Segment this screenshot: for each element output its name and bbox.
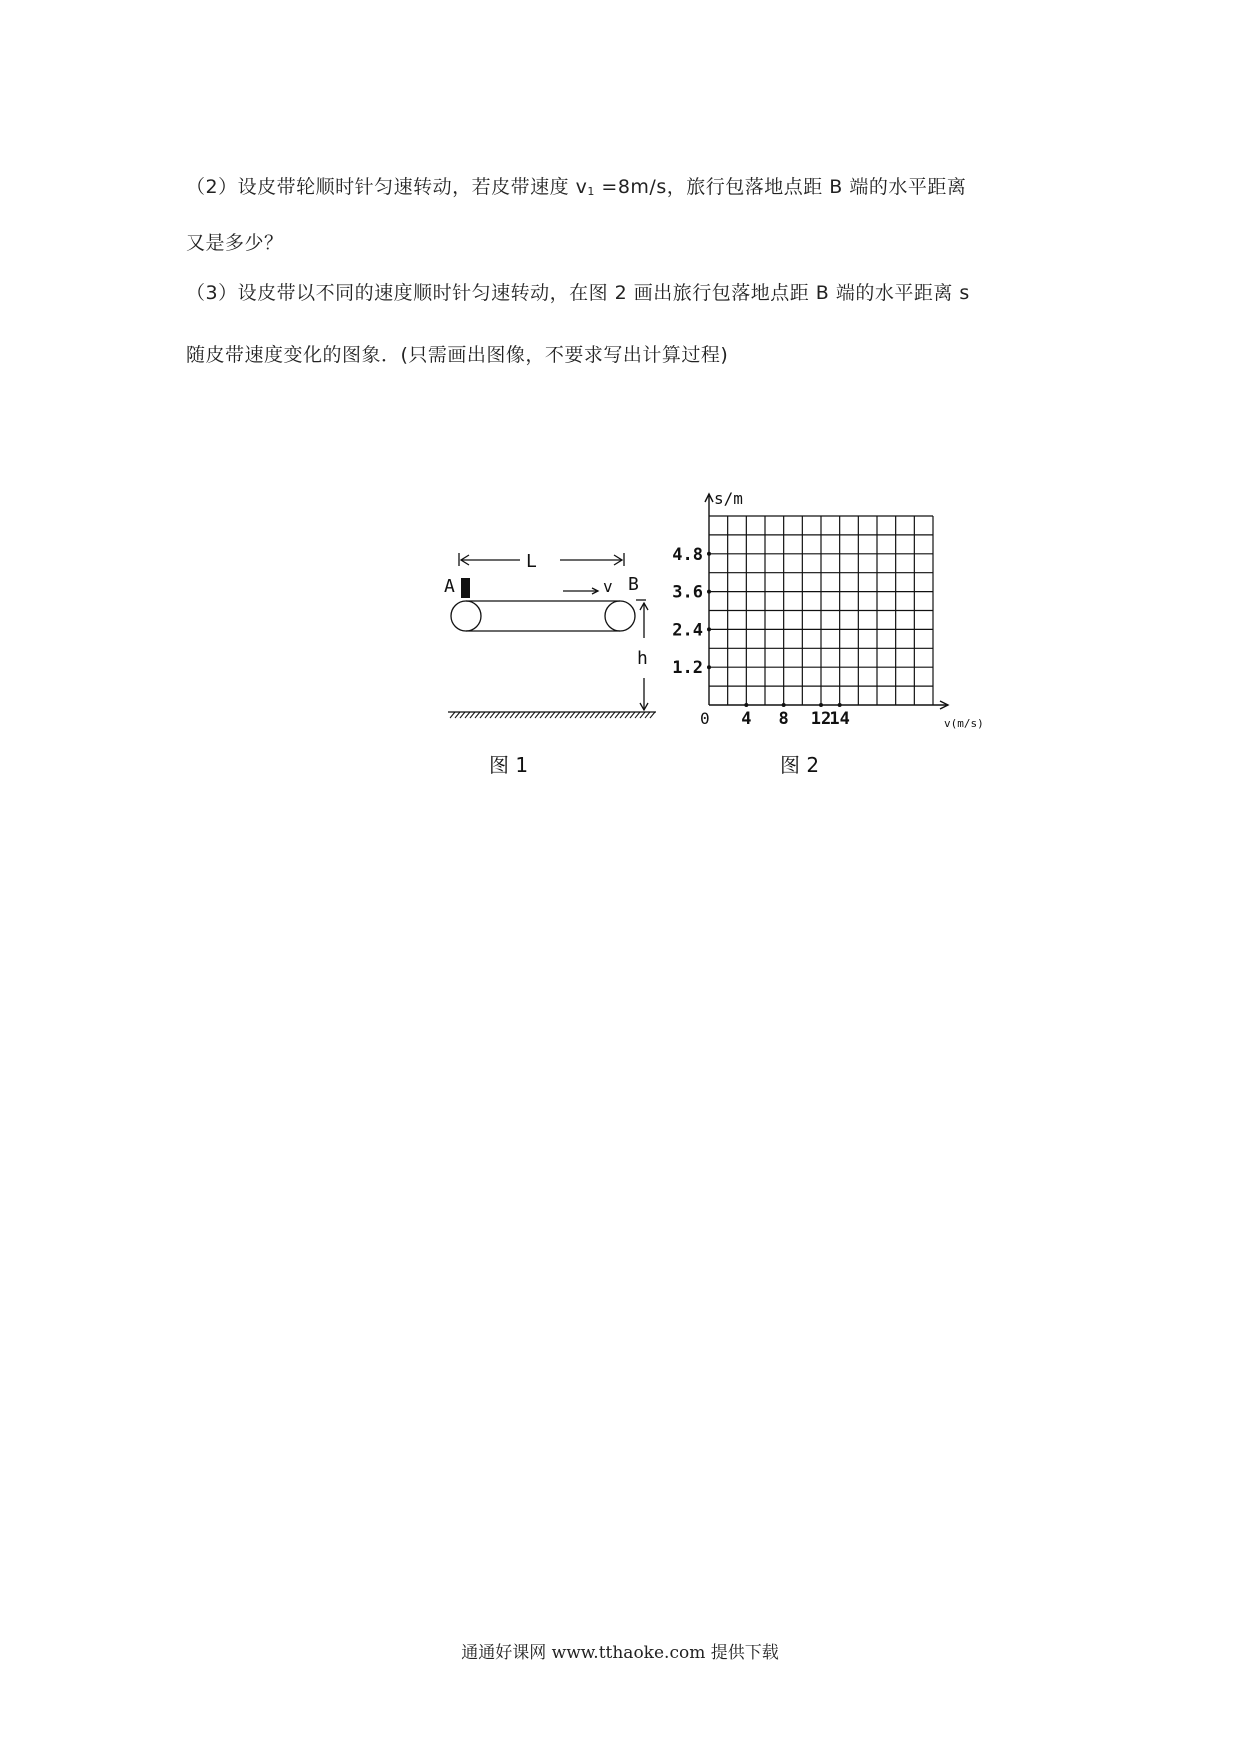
chart-axes <box>705 494 948 709</box>
y-tick-label: 2.4 <box>672 620 703 641</box>
page-footer: 通通好课网 www.tthaoke.com 提供下载 <box>461 1643 779 1663</box>
x-tick-label: 4 <box>741 709 752 729</box>
label-L: L <box>526 551 537 572</box>
question-part2-line2: 又是多少？ <box>186 232 284 254</box>
y-tick-label: 1.2 <box>672 658 703 679</box>
y-tick-dot <box>707 665 711 669</box>
question-part2-text-a: （2）设皮带轮顺时针匀速转动，若皮带速度 v <box>186 176 588 198</box>
x-tick-dot <box>838 703 842 707</box>
origin-label: 0 <box>700 709 710 728</box>
figure-2-caption: 图 2 <box>780 753 820 777</box>
x-tick-dot <box>744 703 748 707</box>
y-tick-dot <box>707 627 711 631</box>
x-tick-label: 12 <box>810 709 832 729</box>
x-tick-label: 14 <box>829 709 850 729</box>
y-tick-dot <box>707 590 711 594</box>
question-part2-text-b: =8m/s，旅行包落地点距 B 端的水平距离 <box>594 176 967 198</box>
y-tick-label: 4.8 <box>672 544 703 565</box>
x-tick-dot <box>819 703 823 707</box>
figure-1-caption: 图 1 <box>489 753 529 777</box>
question-part3-line2: 随皮带速度变化的图象．(只需画出图像，不要求写出计算过程) <box>186 344 729 366</box>
chart-grid <box>709 516 933 705</box>
y-axis-label: s/m <box>714 489 743 508</box>
label-B: B <box>628 574 639 595</box>
y-tick-label: 3.6 <box>672 582 703 603</box>
label-v: v <box>603 577 613 596</box>
label-h: h <box>637 648 648 669</box>
velocity-subscript: 1 <box>587 185 595 198</box>
x-tick-dot <box>782 703 786 707</box>
question-part3-line1: （3）设皮带以不同的速度顺时针匀速转动，在图 2 画出旅行包落地点距 B 端的水平距离 s <box>186 282 970 304</box>
y-tick-dot <box>707 552 711 556</box>
x-axis-label: v(m/s) <box>944 717 984 730</box>
label-A: A <box>444 576 455 597</box>
x-tick-label: 8 <box>778 709 789 729</box>
